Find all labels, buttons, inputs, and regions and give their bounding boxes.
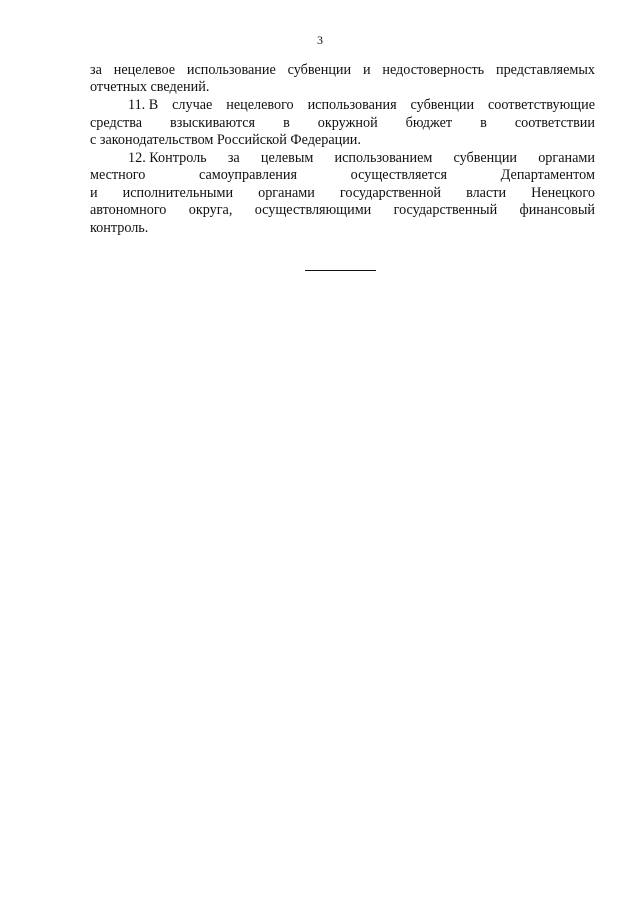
paragraph-12-first-line: 12. Контроль за целевым использованием субвенции органами	[128, 150, 595, 166]
page-number: 3	[317, 33, 323, 47]
text-line: с законодательством Российской Федерации.	[90, 132, 361, 148]
text-line: местного самоуправления осуществляется Департаментом	[90, 167, 595, 183]
text-line: контроль.	[90, 220, 149, 236]
text-line: отчетных сведений.	[90, 79, 210, 95]
document-end-rule	[305, 270, 376, 271]
text-line: и исполнительными органами государственной власти Ненецкого	[90, 185, 595, 201]
text-line: автономного округа, осуществляющими государственный финансовый	[90, 202, 595, 218]
text-line: средства взыскиваются в окружной бюджет в соответствии	[90, 115, 595, 131]
text-line: за нецелевое использование субвенции и недостоверность представляемых	[90, 62, 595, 78]
paragraph-11-first-line: 11. В случае нецелевого использования субвенции соответствующие	[128, 97, 595, 113]
